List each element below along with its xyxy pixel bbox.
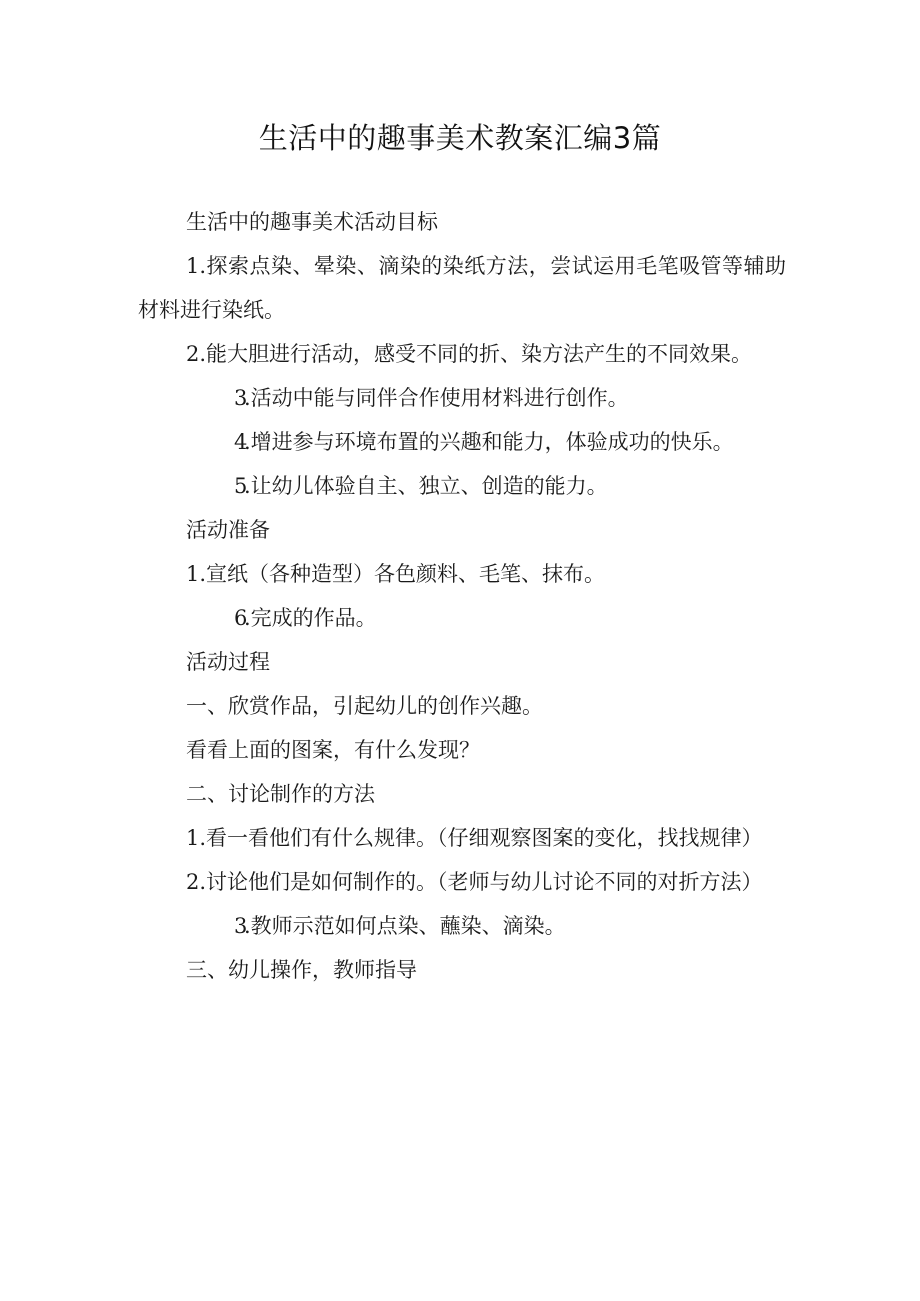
list-number: 5 bbox=[234, 474, 248, 498]
paragraph-text: 生活中的趣事美术活动目标 bbox=[186, 210, 438, 234]
paragraph bbox=[138, 508, 786, 552]
paragraph-text: 2.能大胆进行活动，感受不同的折、染方法产生的不同效果。 bbox=[186, 342, 753, 366]
list-number: 3 bbox=[234, 914, 248, 938]
list-number: 3 bbox=[234, 386, 248, 410]
paragraph-text: 看看上面的图案，有什么发现？ bbox=[186, 738, 480, 762]
paragraph bbox=[138, 464, 786, 508]
paragraph-text: 活动准备 bbox=[186, 518, 270, 542]
paragraph bbox=[138, 596, 786, 640]
paragraph bbox=[138, 684, 786, 728]
list-number: 6 bbox=[234, 606, 248, 630]
paragraph bbox=[138, 200, 786, 244]
paragraph bbox=[138, 816, 786, 860]
paragraph bbox=[138, 332, 786, 376]
paragraph-text: 1.宣纸（各种造型）各色颜料、毛笔、抹布。 bbox=[186, 562, 606, 586]
paragraph-text: 1.探索点染、晕染、滴染的染纸方法，尝试运用毛笔吸管等辅助材料进行染纸。 bbox=[138, 254, 786, 322]
paragraph bbox=[138, 860, 786, 904]
paragraph bbox=[138, 728, 786, 772]
paragraph-text: .让幼儿体验自主、独立、创造的能力。 bbox=[244, 474, 608, 498]
list-number: 4 bbox=[234, 430, 248, 454]
paragraph-text: .完成的作品。 bbox=[244, 606, 377, 630]
paragraph-text: .教师示范如何点染、蘸染、滴染。 bbox=[244, 914, 566, 938]
paragraph bbox=[138, 904, 786, 948]
paragraph-text: 2.讨论他们是如何制作的。（老师与幼儿讨论不同的对折方法） bbox=[186, 870, 763, 894]
paragraph bbox=[138, 552, 786, 596]
paragraph bbox=[138, 640, 786, 684]
paragraph-text: 三、幼儿操作，教师指导 bbox=[186, 958, 417, 982]
paragraph bbox=[138, 376, 786, 420]
paragraph-text: 1.看一看他们有什么规律。（仔细观察图案的变化，找找规律） bbox=[186, 826, 763, 850]
paragraph bbox=[138, 420, 786, 464]
paragraph bbox=[138, 772, 786, 816]
paragraph-text: 一、欣赏作品，引起幼儿的创作兴趣。 bbox=[186, 694, 543, 718]
paragraph bbox=[138, 244, 786, 332]
paragraph-text: .活动中能与同伴合作使用材料进行创作。 bbox=[244, 386, 629, 410]
paragraph-text: 活动过程 bbox=[186, 650, 270, 674]
paragraph bbox=[138, 948, 786, 992]
paragraph-text: .增进参与环境布置的兴趣和能力，体验成功的快乐。 bbox=[244, 430, 734, 454]
document-body bbox=[138, 200, 786, 992]
document-title: 生活中的趣事美术教案汇编3篇 bbox=[258, 121, 662, 155]
paragraph-text: 二、讨论制作的方法 bbox=[186, 782, 375, 806]
